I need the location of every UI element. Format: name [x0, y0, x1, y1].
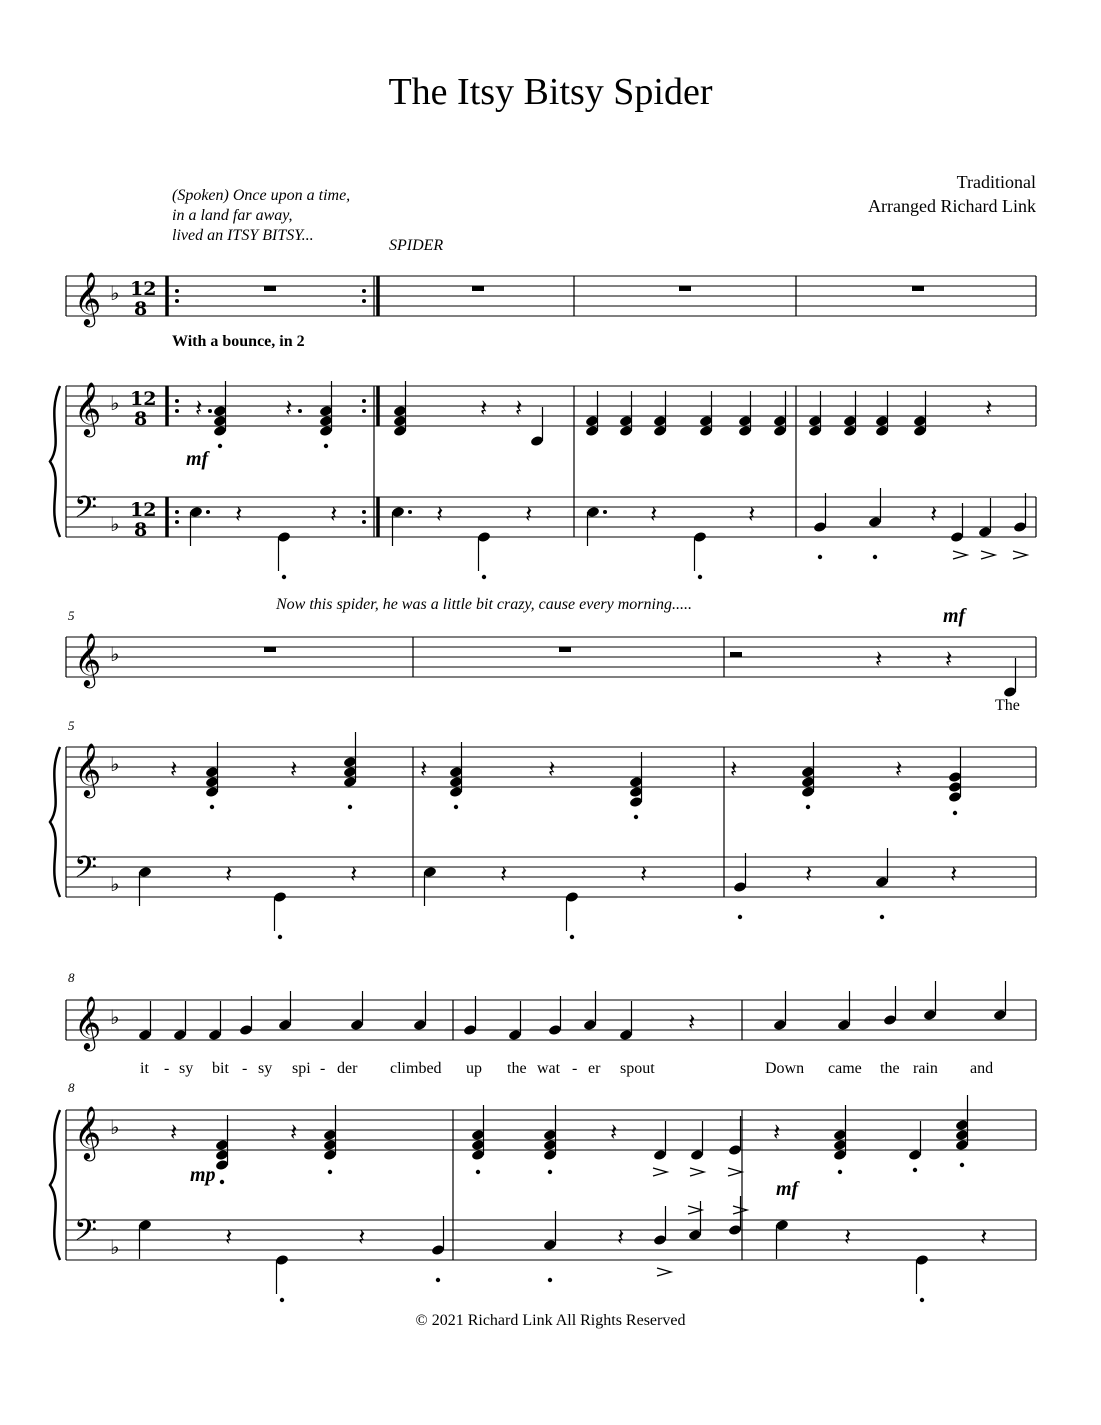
quarter-rest-icon: 𝄽	[170, 1118, 178, 1146]
rhythm-dot	[362, 510, 366, 514]
rhythm-dot	[603, 510, 607, 514]
arranger-credit: Arranged Richard Link	[868, 196, 1036, 216]
whole-rest-icon	[912, 286, 924, 291]
quarter-rest-icon: 𝄽	[525, 500, 533, 528]
staccato-dot	[953, 811, 957, 815]
time-signature-numerator: 12	[130, 499, 157, 521]
lyric-syllable: it	[140, 1060, 149, 1077]
time-signature-numerator: 12	[130, 278, 157, 300]
accent-mark	[1013, 551, 1027, 559]
staccato-dot	[913, 1168, 917, 1172]
rhythm-dot	[175, 409, 179, 413]
measure-number-system2-voice: 5	[68, 608, 75, 623]
piano-brace	[50, 386, 60, 537]
measure-number-system2-piano: 5	[68, 718, 75, 733]
bass-clef-icon: 𝄢	[74, 1214, 98, 1255]
key-signature-flat-icon: ♭	[110, 1235, 120, 1259]
rhythm-dot	[175, 399, 179, 403]
bass-clef-icon: 𝄢	[74, 851, 98, 892]
lyric-hyphen: -	[572, 1060, 578, 1077]
key-signature-flat-icon: ♭	[110, 752, 120, 776]
quarter-rest-icon: 𝄽	[235, 500, 243, 528]
quarter-rest-icon: 𝄽	[688, 1008, 696, 1036]
rhythm-dot	[175, 520, 179, 524]
rhythm-dot	[362, 289, 366, 293]
lyric-syllable: climbed	[390, 1060, 442, 1077]
staccato-dot	[220, 1180, 224, 1184]
staccato-dot	[482, 575, 486, 579]
time-signature-denominator: 8	[134, 298, 148, 320]
staccato-dot	[738, 915, 742, 919]
rhythm-dot	[362, 409, 366, 413]
quarter-rest-icon: 𝄽	[805, 860, 813, 888]
rhythm-dot	[362, 520, 366, 524]
staccato-dot	[873, 555, 877, 559]
quarter-rest-icon: 𝄽	[195, 394, 203, 422]
quarter-rest-icon: 𝄽	[225, 1223, 233, 1251]
accent-mark	[728, 1168, 742, 1176]
treble-clef-icon: 𝄞	[74, 995, 102, 1049]
quarter-rest-icon: 𝄽	[350, 860, 358, 888]
narration-text: Now this spider, he was a little bit crazy, cause every morning.....	[276, 596, 692, 613]
treble-clef-icon: 𝄞	[74, 271, 102, 325]
time-signature-denominator: 8	[134, 519, 148, 541]
accent-mark	[653, 1168, 667, 1176]
rhythm-dot	[362, 299, 366, 303]
staccato-dot	[436, 1278, 440, 1282]
staccato-dot	[280, 1298, 284, 1302]
staccato-dot	[348, 805, 352, 809]
lyric-hyphen: -	[242, 1060, 248, 1077]
quarter-rest-icon: 𝄽	[950, 860, 958, 888]
staccato-dot	[634, 815, 638, 819]
tempo-marking: With a bounce, in 2	[172, 333, 305, 350]
staccato-dot	[476, 1170, 480, 1174]
quarter-rest-icon: 𝄽	[980, 1223, 988, 1251]
rhythm-dot	[362, 399, 366, 403]
spoken-spider-text: SPIDER	[389, 237, 444, 254]
quarter-rest-icon: 𝄽	[515, 394, 523, 422]
lyric-syllable: wat	[537, 1060, 561, 1077]
quarter-rest-icon: 𝄽	[610, 1118, 618, 1146]
whole-rest-icon	[264, 286, 276, 291]
treble-clef-icon: 𝄞	[74, 381, 102, 435]
time-signature-denominator: 8	[134, 408, 148, 430]
treble-clef-icon: 𝄞	[74, 1105, 102, 1159]
rhythm-dot	[298, 409, 302, 413]
lyric-syllable: sy	[258, 1060, 273, 1077]
staccato-dot	[818, 555, 822, 559]
rhythm-dot	[175, 510, 179, 514]
staccato-dot	[548, 1278, 552, 1282]
quarter-rest-icon: 𝄽	[225, 860, 233, 888]
quarter-rest-icon: 𝄽	[290, 755, 298, 783]
lyric-syllable: spout	[620, 1060, 655, 1077]
lyric-hyphen: -	[164, 1060, 170, 1077]
rhythm-dot	[408, 510, 412, 514]
key-signature-flat-icon: ♭	[110, 1005, 120, 1029]
piano-left-staff	[66, 1220, 1036, 1260]
quarter-rest-icon: 𝄽	[480, 394, 488, 422]
composer-credit: Traditional	[956, 172, 1036, 192]
time-signature-numerator: 12	[130, 388, 157, 410]
staccato-dot	[210, 805, 214, 809]
staccato-dot	[806, 805, 810, 809]
staccato-dot	[324, 444, 328, 448]
staccato-dot	[960, 1163, 964, 1167]
whole-rest-icon	[559, 647, 571, 652]
key-signature-flat-icon: ♭	[110, 1115, 120, 1139]
staccato-dot	[454, 805, 458, 809]
staccato-dot	[218, 444, 222, 448]
piano-right-staff	[66, 386, 1036, 426]
staccato-dot	[880, 915, 884, 919]
measure-number-system3-voice: 8	[68, 970, 75, 985]
quarter-rest-icon: 𝄽	[930, 500, 938, 528]
dynamic-mf-intro: mf	[186, 448, 209, 470]
staccato-dot	[920, 1298, 924, 1302]
quarter-rest-icon: 𝄽	[500, 860, 508, 888]
quarter-rest-icon: 𝄽	[290, 1118, 298, 1146]
half-rest-icon	[730, 652, 742, 657]
piano-brace	[50, 1110, 60, 1260]
lyric-syllable: rain	[913, 1060, 938, 1077]
quarter-rest-icon: 𝄽	[285, 394, 293, 422]
lyric-syllable: spi	[292, 1060, 311, 1077]
quarter-rest-icon: 𝄽	[730, 755, 738, 783]
treble-clef-icon: 𝄞	[74, 632, 102, 686]
piano-left-staff	[66, 857, 1036, 897]
lyric-syllable: came	[828, 1060, 862, 1077]
quarter-rest-icon: 𝄽	[548, 755, 556, 783]
key-signature-flat-icon: ♭	[110, 512, 120, 536]
measure-number-system3-piano: 8	[68, 1080, 75, 1095]
quarter-rest-icon: 𝄽	[748, 500, 756, 528]
rhythm-dot	[206, 510, 210, 514]
key-signature-flat-icon: ♭	[110, 391, 120, 415]
voice-staff	[66, 276, 1036, 316]
whole-rest-icon	[264, 647, 276, 652]
page-title: The Itsy Bitsy Spider	[388, 71, 713, 113]
dynamic-mp: mp	[190, 1164, 216, 1186]
lyric-syllable: up	[466, 1060, 482, 1077]
lyric-syllable: Down	[765, 1060, 805, 1077]
accent-mark	[981, 551, 995, 559]
lyric-syllable: bit	[212, 1060, 229, 1077]
quarter-rest-icon: 𝄽	[895, 755, 903, 783]
spoken-intro-text: (Spoken) Once upon a time, in a land far away, lived an ITSY BITSY...	[172, 187, 351, 244]
quarter-rest-icon: 𝄽	[436, 500, 444, 528]
quarter-rest-icon: 𝄽	[358, 1223, 366, 1251]
lyric-syllable: the	[507, 1060, 527, 1077]
lyric-syllable: sy	[179, 1060, 194, 1077]
lyric-syllable: the	[880, 1060, 900, 1077]
dynamic-mf-voice-entry: mf	[943, 605, 966, 627]
staccato-dot	[698, 575, 702, 579]
accent-mark	[953, 551, 967, 559]
copyright-footer: © 2021 Richard Link All Rights Reserved	[415, 1312, 686, 1329]
quarter-rest-icon: 𝄽	[330, 500, 338, 528]
staccato-dot	[570, 935, 574, 939]
staccato-dot	[838, 1170, 842, 1174]
quarter-rest-icon: 𝄽	[773, 1118, 781, 1146]
dynamic-mf-m10: mf	[776, 1178, 799, 1200]
whole-rest-icon	[472, 286, 484, 291]
quarter-rest-icon: 𝄽	[844, 1223, 852, 1251]
staccato-dot	[548, 1170, 552, 1174]
quarter-rest-icon: 𝄽	[170, 755, 178, 783]
rhythm-dot	[175, 299, 179, 303]
staccato-dot	[278, 935, 282, 939]
quarter-rest-icon: 𝄽	[650, 500, 658, 528]
accent-mark	[657, 1268, 671, 1276]
key-signature-flat-icon: ♭	[110, 872, 120, 896]
quarter-rest-icon: 𝄽	[420, 755, 428, 783]
quarter-rest-icon: 𝄽	[875, 645, 883, 673]
lyric-hyphen: -	[320, 1060, 326, 1077]
lyric-syllable: er	[588, 1060, 601, 1077]
quarter-rest-icon: 𝄽	[640, 860, 648, 888]
quarter-rest-icon: 𝄽	[945, 645, 953, 673]
whole-rest-icon	[679, 286, 691, 291]
key-signature-flat-icon: ♭	[110, 281, 120, 305]
piano-brace	[50, 747, 60, 897]
lyric-syllable: der	[337, 1060, 358, 1077]
staccato-dot	[282, 575, 286, 579]
voice-staff	[66, 637, 1036, 677]
staccato-dot	[328, 1170, 332, 1174]
key-signature-flat-icon: ♭	[110, 642, 120, 666]
rhythm-dot	[175, 289, 179, 293]
treble-clef-icon: 𝄞	[74, 742, 102, 796]
lyric-syllable: The	[995, 697, 1020, 714]
lyric-syllable: and	[970, 1060, 994, 1077]
quarter-rest-icon: 𝄽	[617, 1223, 625, 1251]
piano-left-staff	[66, 497, 1036, 537]
rhythm-dot	[208, 409, 212, 413]
accent-mark	[690, 1168, 704, 1176]
quarter-rest-icon: 𝄽	[985, 394, 993, 422]
bass-clef-icon: 𝄢	[74, 491, 98, 532]
